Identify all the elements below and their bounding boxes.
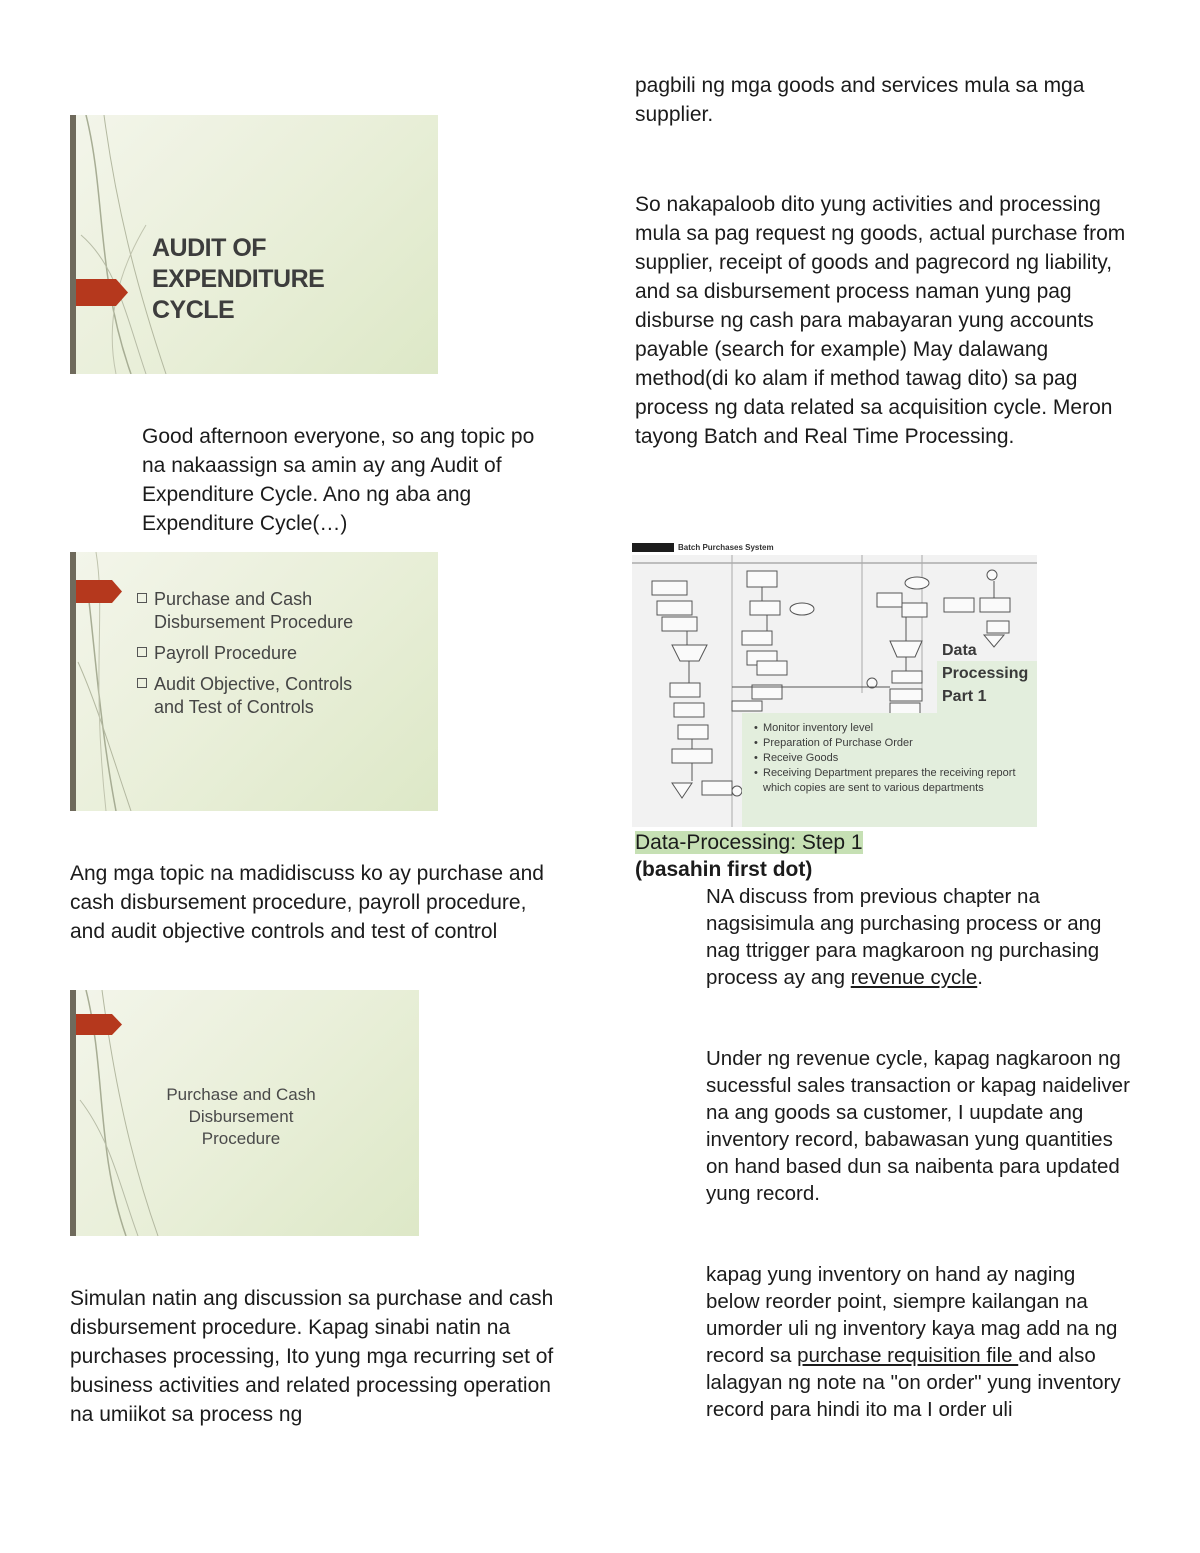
- revenue-cycle-link: revenue cycle: [850, 966, 978, 989]
- figure-bullet: • Monitor inventory level: [754, 721, 1029, 736]
- figure-title: Data Processing Part 1: [942, 642, 1029, 705]
- figure-bullet: • Receive Goods: [754, 751, 1029, 766]
- slide-topic-list: [136, 588, 386, 727]
- reorder-paragraph: kapag yung inventory on hand ay naging below reorder point, siempre kailangan na umorder uli ng inventory kaya mag add na ng record sa purchase requisition file and also lalagyan ng note na "on order" yung inventory record para hindi ito ma I order uli: [706, 1263, 1121, 1421]
- purchase-requisition-file-link: purchase requisition file: [797, 1344, 1019, 1367]
- figure-bullet: • Preparation of Purchase Order: [754, 736, 1029, 751]
- intro-paragraph: Good afternoon everyone, so ang topic po na nakaassign sa amin ay ang Audit of Expenditure Cycle. Ano ng aba ang Expenditure Cycle(…): [142, 425, 535, 535]
- topics-paragraph: Ang mga topic na madidiscuss ko ay purchase and cash disbursement procedure, payroll procedure, and audit objective controls and test of control: [70, 862, 544, 943]
- step-heading: [635, 828, 863, 857]
- topic-item: Payroll Procedure: [136, 642, 386, 665]
- topic-item: Audit Objective, Controls and Test of Controls: [136, 673, 386, 719]
- red-pentagon-marker: [76, 279, 128, 306]
- figure-header-label: Batch Purchases System: [678, 543, 774, 552]
- revenue-cycle-paragraph: Under ng revenue cycle, kapag nagkaroon ng sucessful sales transaction or kapag naideliver na ang goods sa customer, I uupdate ang inventory record, babawasan yung quantities on hand based dun sa naibenta para updated yung record.: [706, 1047, 1130, 1205]
- step-note: (basahin first dot): [635, 858, 813, 881]
- batch-purchases-flowchart: [632, 543, 1037, 827]
- slide-topics: [70, 552, 438, 811]
- step-heading-highlight: Data-Processing: Step 1: [635, 831, 863, 854]
- purchases-paragraph: Simulan natin ang discussion sa purchase and cash disbursement procedure. Kapag sinabi natin na purchases processing, Ito yung mga recurring set of business activities and related processing operation na umiikot sa process ng: [70, 1287, 554, 1426]
- continued-paragraph: pagbili ng mga goods and services mula sa mga supplier.: [635, 74, 1085, 126]
- activities-paragraph: So nakapaloob dito yung activities and processing mula sa pag request ng goods, actual purchase from supplier, receipt of goods and pagrecord ng liability, and sa disbursement process naman yung pag disburse ng cash para mabayaran yung accounts payable (search for example) May dalawang method(di ko alam if method tawag dito) sa pag process ng data related sa acquisition cycle. Meron tayong Batch and Real Time Processing.: [635, 193, 1126, 448]
- red-pentagon-marker: [76, 1014, 122, 1035]
- red-pentagon-marker: [76, 580, 122, 603]
- slide-audit-of-expenditure-cycle: [70, 115, 438, 374]
- slide-purchase-and-cash-disbursement: [70, 990, 419, 1236]
- figure-bullet: • Receiving Department prepares the receiving report which copies are sent to various departments: [754, 766, 1029, 796]
- figure-bullets: [754, 721, 1029, 796]
- previous-chapter-paragraph: NA discuss from previous chapter na nagsisimula ang purchasing process or ang nag ttrigger para magkaroon ng purchasing process ay ang revenue cycle.: [706, 885, 1102, 989]
- topic-item: Purchase and Cash Disbursement Procedure: [136, 588, 386, 634]
- slide-title: Purchase and Cash Disbursement Procedure: [166, 1085, 316, 1148]
- slide-title: AUDIT OF EXPENDITURE CYCLE: [152, 234, 325, 324]
